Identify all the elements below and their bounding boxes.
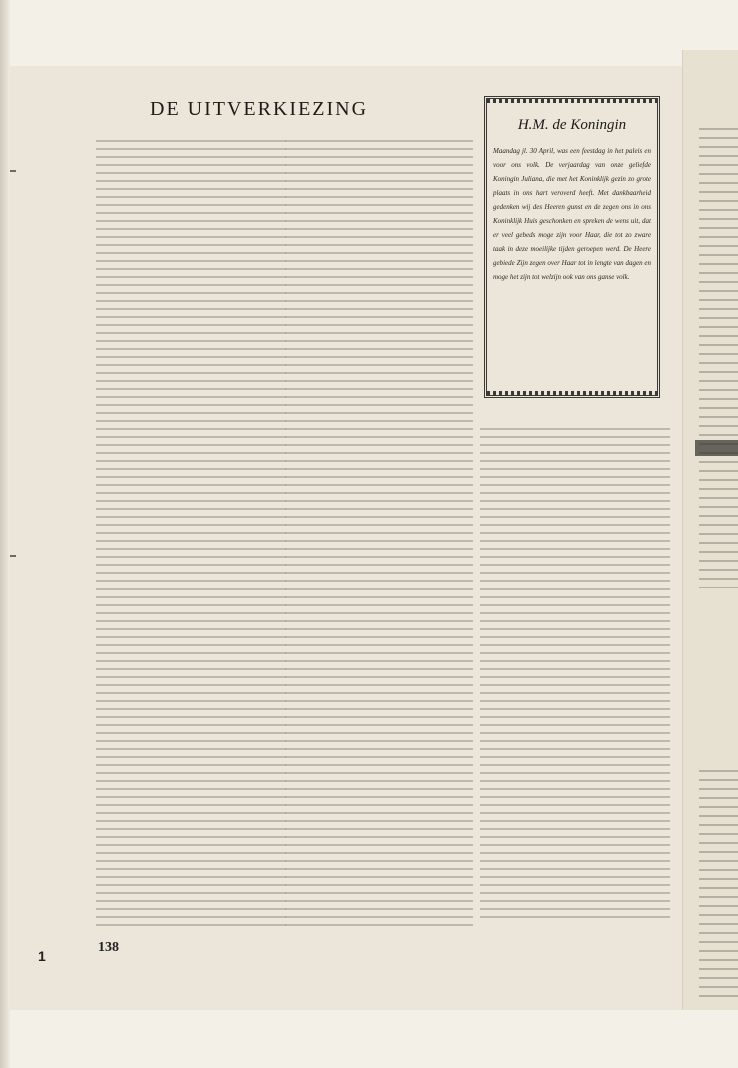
notice-title: H.M. de Koningin	[517, 117, 627, 133]
adjacent-page-text	[699, 770, 738, 1000]
notice-body: Maandag jl. 30 April, was een feestdag in het paleis en voor ons volk. De verjaardag van onze geliefde Koningin Juliana, die met het Koninklijk gezin zo grote plaats in ons hart veroverd heeft. Met dankbaarheid gedenken wij des Heeren gunst en de zegen ons in ons Koninklijk Huis geschonken en spreken de wens uit, dat er veel gebeds moge zijn voor Haar, die tot zo zware taak in deze moeilijke tijden geroepen werd. De Heere gebiede Zijn zegen over Haar tot in lengte van dagen en moge het zijn tot welzijn ook van ons ganse volk.	[493, 147, 651, 281]
notice-border-top	[487, 99, 657, 103]
queen-notice-box	[484, 96, 660, 398]
adjacent-page	[682, 50, 738, 1010]
adjacent-page-heading	[695, 440, 738, 456]
scan-shadow	[0, 0, 10, 1068]
margin-mark: 1	[38, 948, 46, 964]
article-column-3	[480, 428, 670, 918]
binding-mark	[10, 170, 16, 172]
article-column-2	[285, 140, 473, 932]
article-title: DE UITVERKIEZING	[150, 98, 369, 120]
binding-mark	[10, 555, 16, 557]
article-column-1	[96, 140, 286, 932]
notice-border-bottom	[487, 391, 657, 395]
page-number: 138	[98, 940, 119, 955]
adjacent-page-text	[699, 128, 738, 588]
